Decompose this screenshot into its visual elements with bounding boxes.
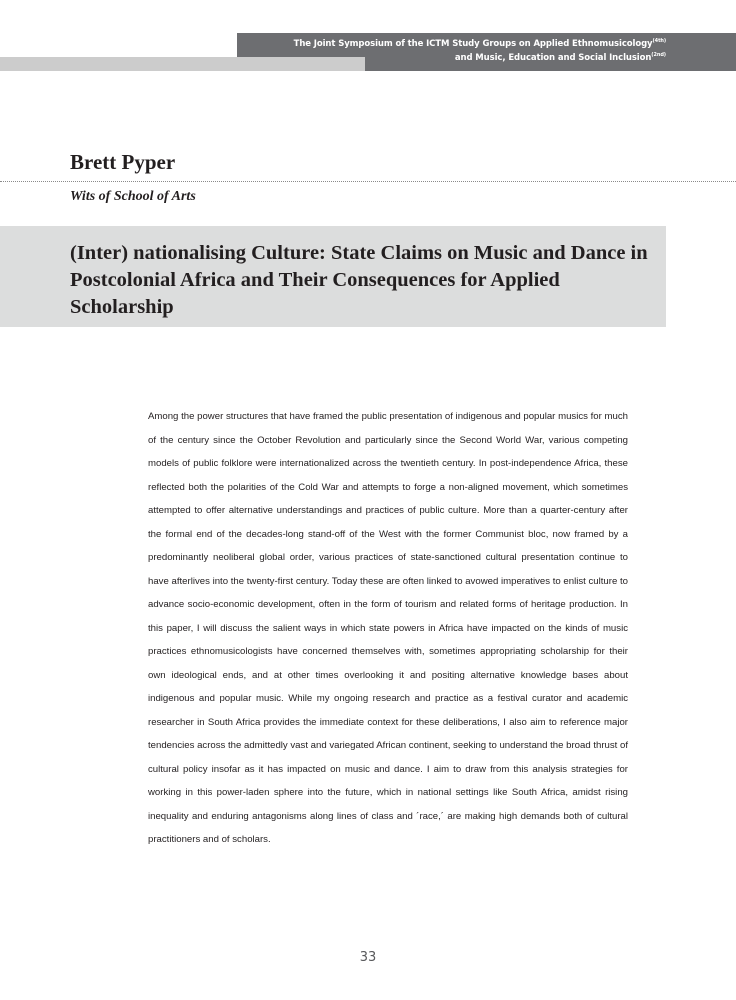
dotted-divider bbox=[0, 181, 736, 182]
header-line-2-text: and Music, Education and Social Inclusion bbox=[454, 53, 652, 63]
author-affiliation: Wits of School of Arts bbox=[70, 189, 196, 204]
title-box bbox=[0, 226, 666, 327]
header-line-1-text: The Joint Symposium of the ICTM Study Groups on Applied Ethnomusicology bbox=[293, 39, 653, 49]
abstract-text: Among the power structures that have framed the public presentation of indigenous and popular musics for much of the century since the October Revolution and particularly since the Second World War, various competing models of public folklore were internationalized across the twentieth century. In post-independence Africa, these reflected both the polarities of the Cold War and attempts to forge a non-aligned movement, which sometimes attempted to offer alternative understandings and practices of public culture. More than a quarter-century after the formal end of the decades-long stand-off of the West with the former Communist bloc, now framed by a predominantly neoliberal global order, various practices of state-sanctioned cultural presentation continue to have afterlives into the twenty-first century. Today these are often linked to avowed imperatives to enlist culture to advance socio-economic development, often in the form of tourism and related forms of heritage production. In this paper, I will discuss the salient ways in which state powers in Africa have impacted on the kinds of music practices ethnomusicologists have concerned themselves with, sometimes appropriating scholarship for their own ideological ends, and at other times overlooking it and positing alternative knowledge bases about indigenous and popular music. While my ongoing research and practice as a festival curator and academic researcher in South Africa provides the immediate context for these deliberations, I also aim to reference major tendencies across the admittedly vast and variegated African continent, seeking to understand the broad thrust of cultural policy insofar as it has impacted on music and dance. I aim to draw from this analysis strategies for working in this power-laden sphere into the future, which in national settings like South Africa, amidst rising inequality and enduring antagonisms along lines of class and ´race,´ are making high demands both of cultural practitioners and of scholars. bbox=[148, 411, 628, 845]
header-accent-strip bbox=[0, 57, 365, 71]
header-line-2 bbox=[455, 52, 666, 63]
header-line-1 bbox=[294, 38, 666, 49]
author-name: Brett Pyper bbox=[70, 150, 176, 174]
header-line-2-sup: (2nd) bbox=[651, 52, 666, 58]
page-number: 33 bbox=[359, 950, 377, 965]
paper-title: (Inter) nationalising Culture: State Claims on Music and Dance in Postcolonial Africa and Their Consequences for Applied Scholarship bbox=[70, 242, 648, 318]
header-line-1-sup: (4th) bbox=[652, 38, 666, 44]
